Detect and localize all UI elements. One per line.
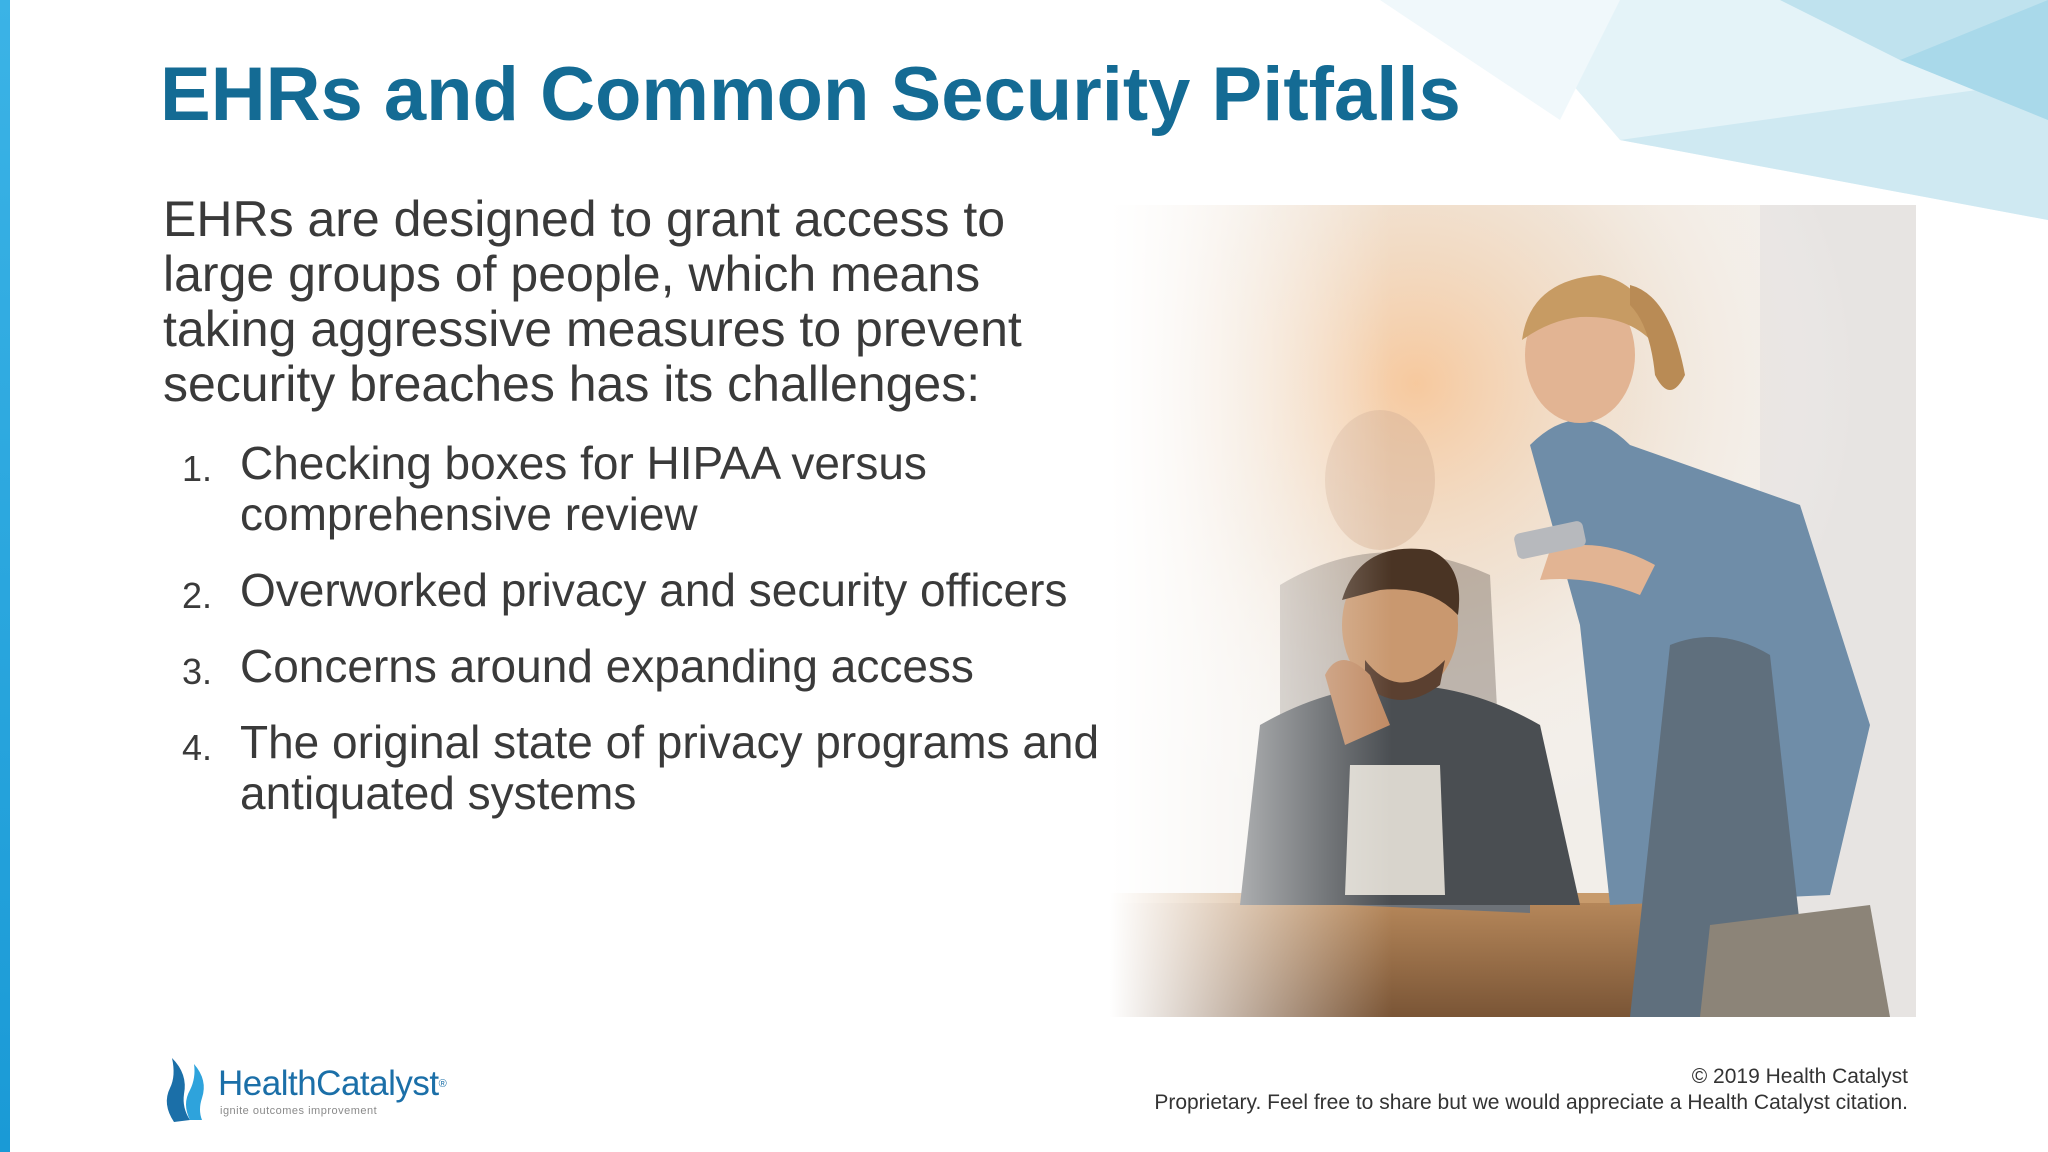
list-item-text: Concerns around expanding access <box>240 640 974 692</box>
list-item-number: 2. <box>182 575 213 616</box>
footer-notice <box>1154 1064 1908 1116</box>
list-item-number: 1. <box>182 448 213 489</box>
logo-tagline: ignite outcomes improvement <box>220 1105 378 1117</box>
people-working-photo <box>1110 205 1916 1017</box>
list-item-text: Overworked privacy and security officers <box>240 564 1068 616</box>
flame-icon <box>160 1052 214 1124</box>
proprietary-notice-text: Proprietary. Feel free to share but we would appreciate a Health Catalyst citation. <box>1154 1091 1908 1114</box>
intro-paragraph: EHRs are designed to grant access to large groups of people, which means taking aggressive measures to prevent security breaches has its challenges: <box>163 191 1022 412</box>
health-catalyst-logo <box>160 1052 460 1127</box>
list-item <box>160 641 1160 692</box>
logo-wordmark-catalyst: Catalyst <box>316 1064 439 1103</box>
list-item-number: 3. <box>182 651 213 692</box>
logo-trademark: ® <box>438 1078 447 1090</box>
list-item <box>160 565 1160 616</box>
logo-wordmark-health: Health <box>218 1064 317 1103</box>
slide-title: EHRs and Common Security Pitfalls <box>160 52 1461 137</box>
list-item <box>160 717 1160 819</box>
list-item <box>160 438 1160 540</box>
list-item-number: 4. <box>182 727 213 768</box>
list-item-text: The original state of privacy programs and antiquated systems <box>240 716 1100 819</box>
challenges-list <box>160 438 1160 844</box>
logo-wordmark <box>218 1064 446 1104</box>
copyright-text: © 2019 Health Catalyst <box>1691 1065 1908 1088</box>
list-item-text: Checking boxes for HIPAA versus comprehensive review <box>240 437 927 540</box>
